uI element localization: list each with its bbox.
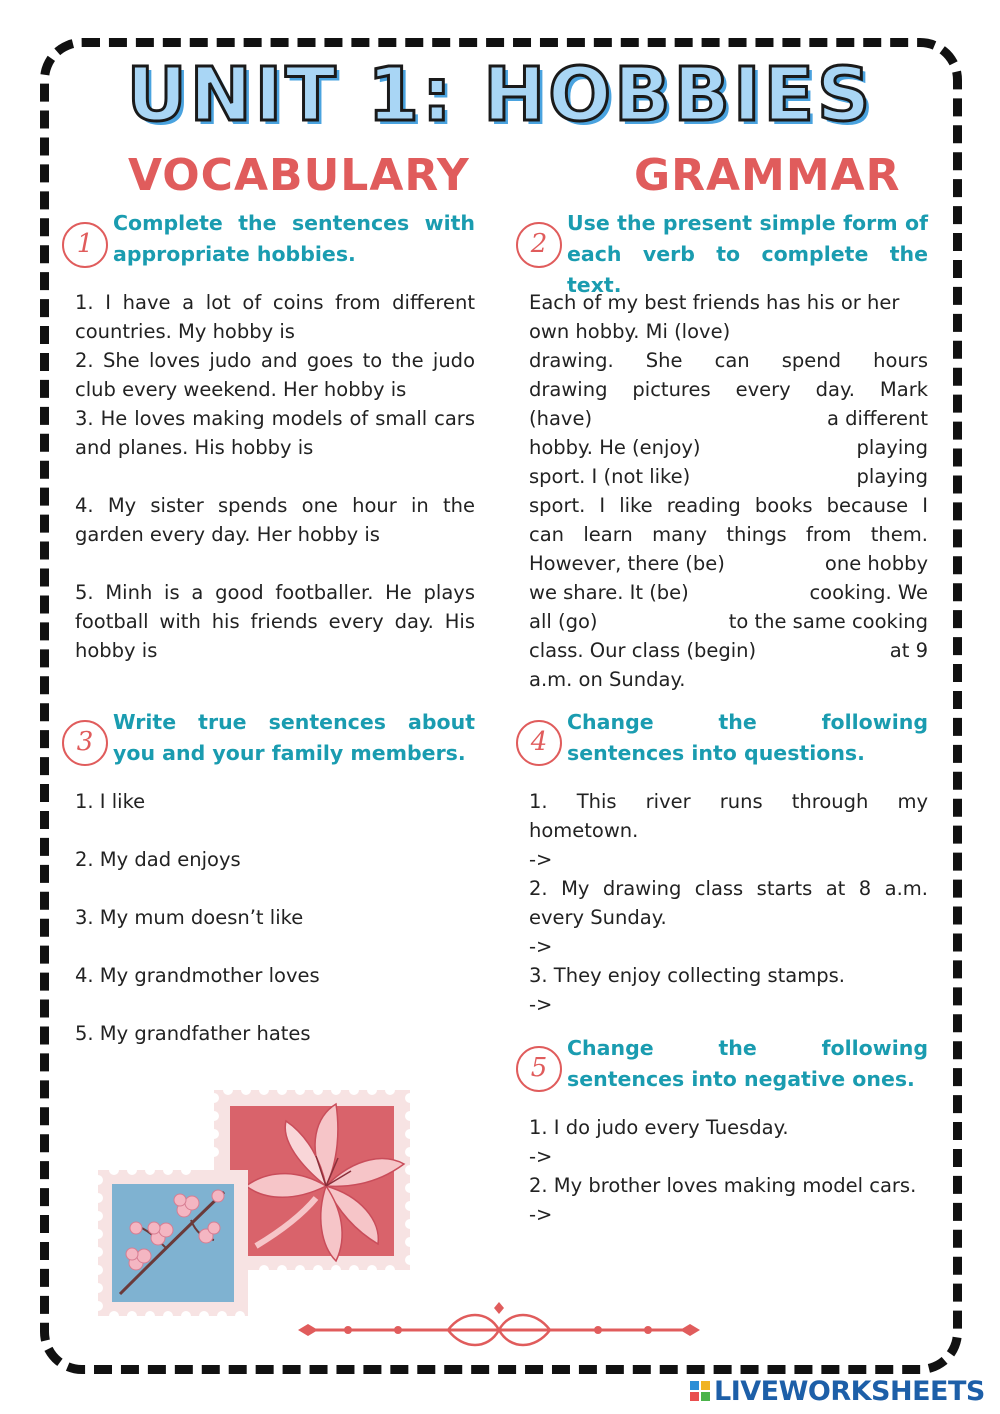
exercise-5-item-2: 2. My brother loves making model cars.	[529, 1174, 917, 1197]
exercise-2-line-12: all (go) to the same cooking	[529, 610, 928, 633]
grammar-heading: GRAMMAR	[634, 150, 901, 201]
exercise-5-arrow-2: ->	[529, 1203, 553, 1226]
page-title: UNIT 1: HOBBIES	[126, 52, 874, 138]
exercise-2-number-badge: 2	[516, 222, 562, 268]
exercise-1-item-2: 2. She loves judo and goes to the judo club every weekend. Her hobby is	[75, 349, 475, 401]
exercise-4-item-2: 2. My drawing class starts at 8 a.m. every Sunday.	[529, 877, 928, 929]
blossom-stamp-icon	[96, 1165, 248, 1318]
exercise-4-items	[529, 787, 928, 1019]
exercise-2-line-1: Each of my best friends has his or her	[529, 291, 900, 314]
exercise-2-line-6: hobby. He (enjoy) playing	[529, 436, 928, 459]
vocabulary-heading: VOCABULARY	[128, 150, 470, 201]
exercise-1-item-3: 3. He loves making models of small cars and planes. His hobby is	[75, 407, 475, 459]
exercise-5-instruction: Change the following sentences into negative ones.	[567, 1036, 928, 1091]
exercise-5-arrow-1: ->	[529, 1145, 553, 1168]
exercise-4-item-3: 3. They enjoy collecting stamps.	[529, 964, 845, 987]
exercise-4-number-badge: 4	[516, 720, 562, 766]
exercise-2-line-14: a.m. on Sunday.	[529, 668, 686, 691]
exercise-3-item-3: 3. My mum doesn’t like	[75, 906, 304, 929]
exercise-1-instruction: Complete the sentences with appropriate hobbies.	[113, 211, 475, 266]
exercise-2-line-9: can learn many things from them.	[529, 523, 928, 546]
exercise-4-item-1: 1. This river runs through my hometown.	[529, 790, 928, 842]
exercise-5-items	[529, 1113, 928, 1229]
exercise-2-instruction: Use the present simple form of each verb to complete the text.	[567, 211, 928, 297]
ornament-divider-icon	[298, 1300, 700, 1350]
exercise-2-line-2: own hobby. Mi (love)	[529, 320, 731, 343]
exercise-3-item-1: 1. I like	[75, 790, 146, 813]
exercise-1-item-4: 4. My sister spends one hour in the garden every day. Her hobby is	[75, 494, 475, 546]
exercise-2-line-11: we share. It (be) cooking. We	[529, 581, 928, 604]
exercise-4-arrow-2: ->	[529, 935, 553, 958]
exercise-2-line-8: sport. I like reading books because I	[529, 494, 928, 517]
exercise-3-item-2: 2. My dad enjoys	[75, 848, 241, 871]
exercise-2-line-3: drawing. She can spend hours	[529, 349, 928, 372]
exercise-1-items	[75, 288, 475, 665]
exercise-5-number-badge: 5	[516, 1046, 562, 1092]
exercise-4-arrow-1: ->	[529, 848, 553, 871]
stamps-illustration	[96, 1088, 414, 1318]
exercise-2-text	[529, 288, 928, 694]
exercise-3-number-badge: 3	[62, 720, 108, 766]
liveworksheets-logo-icon	[690, 1381, 710, 1401]
exercise-2-line-13: class. Our class (begin) at 9	[529, 639, 928, 662]
liveworksheets-brand	[690, 1374, 985, 1408]
exercise-4-arrow-3: ->	[529, 993, 553, 1016]
exercise-2-line-7: sport. I (not like) playing	[529, 465, 928, 488]
exercise-2-line-4: drawing pictures every day. Mark	[529, 378, 928, 401]
exercise-5-item-1: 1. I do judo every Tuesday.	[529, 1116, 789, 1139]
exercise-2-line-10: However, there (be) one hobby	[529, 552, 928, 575]
exercise-1-item-1: 1. I have a lot of coins from different countries. My hobby is	[75, 291, 475, 343]
exercise-3-item-5: 5. My grandfather hates	[75, 1022, 311, 1045]
exercise-3-items	[75, 787, 475, 1048]
exercise-2-line-5: (have) a different	[529, 407, 928, 430]
brand-name: LIVEWORKSHEETS	[714, 1375, 985, 1407]
exercise-1-number-badge: 1	[62, 222, 108, 268]
exercise-1-item-5: 5. Minh is a good footballer. He plays football with his friends every day. His hobby is	[75, 581, 475, 662]
exercise-3-instruction: Write true sentences about you and your family members.	[113, 710, 475, 765]
exercise-3-item-4: 4. My grandmother loves	[75, 964, 320, 987]
exercise-4-instruction: Change the following sentences into questions.	[567, 710, 928, 765]
